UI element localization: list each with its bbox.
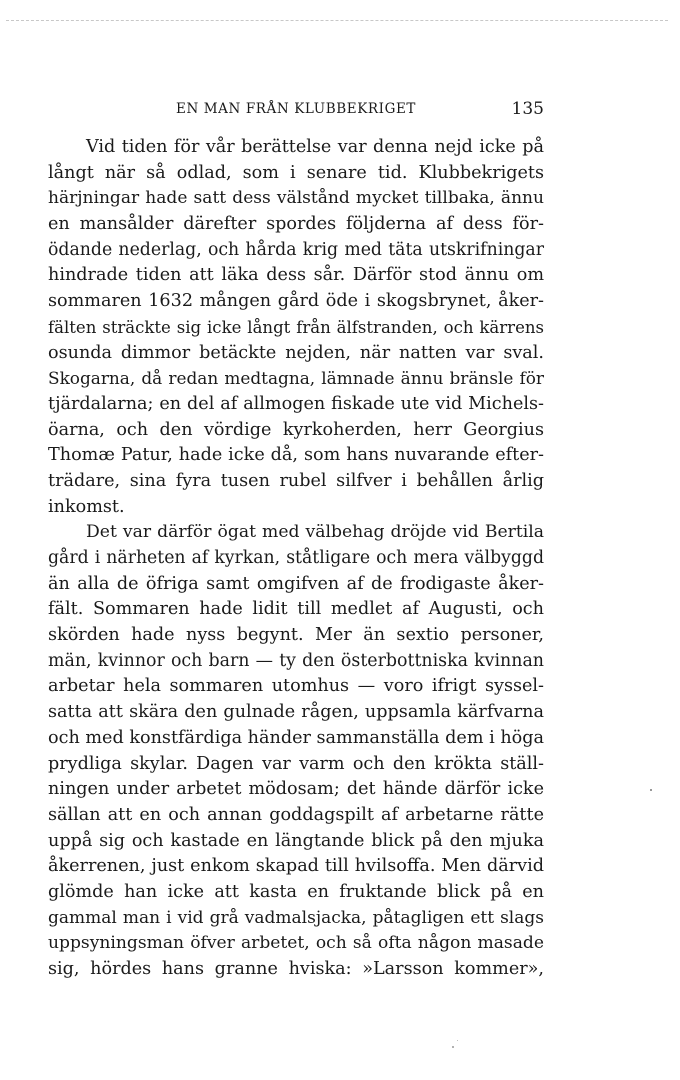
running-title: EN MAN FRÅN KLUBBEKRIGET [175, 101, 417, 117]
text-line: och med konstfärdiga händer sammanställa dem i höga [48, 727, 544, 748]
text-line: sig, hördes hans granne hviska: »Larsson kommer», [48, 959, 544, 979]
text-line: uppå sig och kastade en längtande blick på den mjuka [48, 830, 544, 851]
text-line: fält. Sommaren hade lidit till medlet af Augusti, och [48, 599, 544, 620]
text-line: ningen under arbetet mödosam; det hände därför icke [48, 779, 544, 800]
text-line: inkomst. [48, 496, 125, 517]
text-line: långt när så odlad, som i senare tid. Klubbekrigets [48, 162, 544, 183]
scan-speck [452, 1046, 454, 1048]
text-line: uppsyningsman öfver arbetet, och så ofta någon masade [48, 933, 544, 954]
text-line: Thomæ Patur, hade icke då, som hans nuvarande efter- [48, 445, 544, 466]
text-line: ödande nederlag, och hårda krig med täta utskrifningar [48, 239, 544, 260]
text-line: osunda dimmor betäckte nejden, när natten var sval. [48, 342, 544, 363]
text-line: män, kvinnor och barn — ty den österbottniska kvinnan [48, 650, 544, 671]
text-line: arbetar hela sommaren utomhus — voro ifrigt syssel- [48, 676, 544, 697]
text-line: hindrade tiden att läka dess sår. Därför stod ännu om [48, 265, 544, 286]
scan-speck [650, 789, 652, 791]
running-head [48, 98, 544, 120]
text-line: tjärdalarna; en del af allmogen fiskade ute vid Michels- [48, 393, 544, 414]
text-line: Vid tiden för vår berättelse var denna nejd icke på [86, 137, 544, 157]
text-line: en mansålder därefter spordes följderna af dess för- [48, 214, 544, 235]
text-line: glömde han icke att kasta en fruktande blick på en [48, 881, 544, 902]
scan-speck [457, 1040, 458, 1041]
text-line: sällan att en och annan goddagspilt af arbetarne rätte [48, 804, 544, 825]
text-line: fälten sträckte sig icke långt från älfstranden, och kärrens [48, 317, 544, 337]
text-line: åkerrenen, just enkom skapad till hvilsoffa. Men därvid [48, 856, 544, 877]
text-line: sommaren 1632 mången gård öde i skogsbrynet, åker- [48, 291, 544, 312]
text-line: satta att skära den gulnade rågen, uppsamla kärfvarna [48, 702, 544, 723]
text-line: gammal man i vid grå vadmalsjacka, påtagligen ett slags [48, 907, 544, 928]
page-number: 135 [511, 99, 544, 119]
text-line: skörden hade nyss begynt. Mer än sextio personer, [48, 625, 544, 646]
text-line: Det var därför ögat med välbehag dröjde vid Bertila [86, 522, 544, 543]
text-line: härjningar hade satt dess välstånd mycket tillbaka, ännu [48, 188, 544, 209]
text-line: trädare, sina fyra tusen rubel silfver i behållen årlig [48, 470, 544, 491]
text-line: Skogarna, då redan medtagna, lämnade ännu bränsle för [48, 368, 544, 389]
text-line: öarna, och den vördige kyrkoherden, herr Georgius [48, 419, 544, 440]
text-line: än alla de öfriga samt omgifven af de frodigaste åker- [48, 573, 544, 594]
text-line: prydliga skylar. Dagen var varm och den krökta ställ- [48, 753, 544, 774]
text-line: gård i närheten af kyrkan, ståtligare och mera välbyggd [48, 548, 544, 568]
body-text [48, 135, 544, 983]
scan-edge-line [6, 20, 668, 21]
